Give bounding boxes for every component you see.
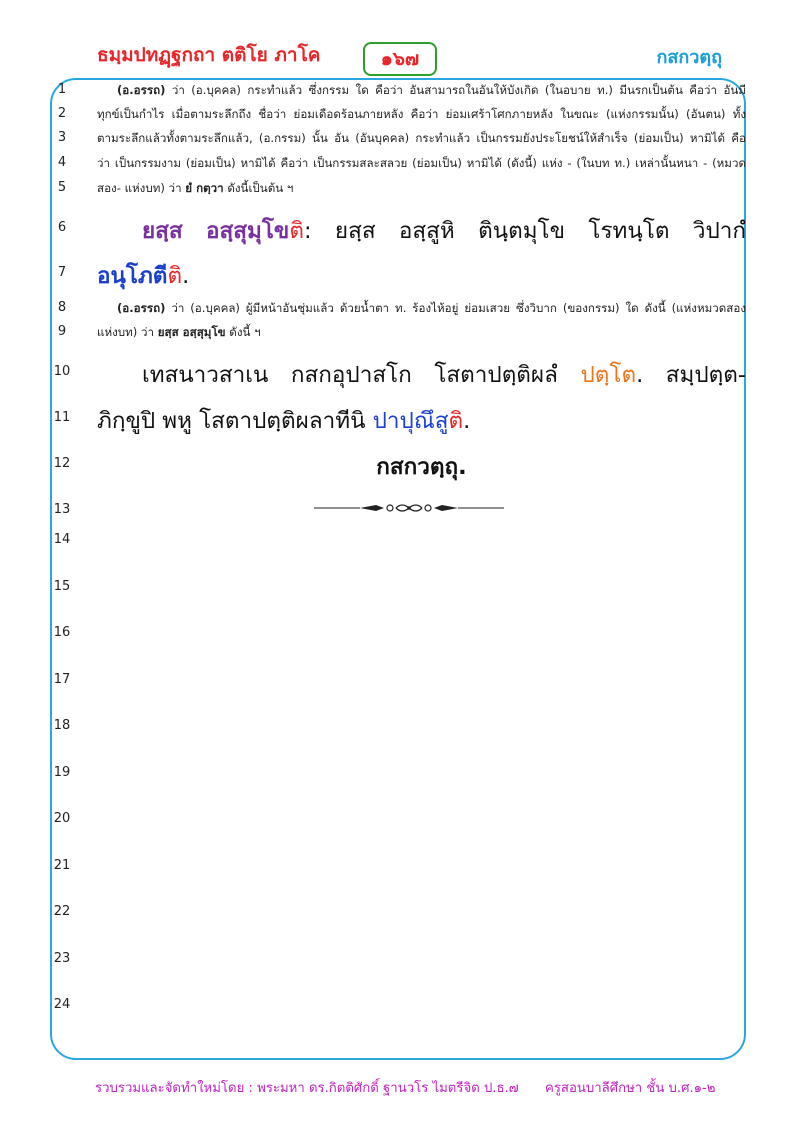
pali-text: เทสนาวสาเน กสกอุปาสโก โสตาปตฺติผลํ	[142, 362, 581, 388]
punctuation: :	[303, 218, 312, 244]
text-run: ดังนี้ ฯ	[225, 325, 261, 339]
pali-line-11	[97, 402, 746, 438]
footer-credit: รวบรวมและจัดทำใหม่โดย : พระมหา ดร.กิตติศักดิ์ ฐานวโร ไมตรีจิต ป.ธ.๗	[95, 1081, 519, 1096]
pali-highlight: ปตฺโต	[580, 362, 637, 388]
pali-keyword: ยสฺส	[142, 218, 183, 244]
text-run: แห่งบท) ว่า	[97, 325, 158, 339]
text-line-4: ว่า เป็นกรรมงาม (ย่อมเป็น) หามิได้ คือว่า เป็นกรรมสละสลวย (ย่อมเป็น) หามิได้ (ดังนี้) แห่ง - (ในบท ท.) เหล่านั้นหนา - (หมวด	[97, 156, 746, 170]
text-line-5	[97, 180, 746, 198]
pali-text: ยสฺส อสฺสูหิ ตินฺตมุโข โรทนฺโต วิปากํ	[311, 218, 746, 244]
pali-particle: ติ	[167, 263, 183, 289]
pali-keyword: อสฺสุมุโข	[206, 218, 290, 244]
line-number: 17	[53, 672, 71, 687]
line-number: 11	[53, 410, 71, 425]
text-run: ดังนี้เป็นต้น ฯ	[223, 181, 294, 195]
text-run: สอง- แห่งบท) ว่า	[97, 181, 186, 195]
line-number: 5	[57, 180, 67, 195]
line-number: 16	[53, 625, 71, 640]
line-number: 12	[53, 456, 71, 471]
line-number: 9	[57, 324, 67, 339]
line-number: 19	[53, 765, 71, 780]
book-title: ธมฺมปทฏฺฐกถา ตติโย ภาโค	[97, 44, 321, 66]
gloss-text: ว่า (อ.บุคคล) กระทำแล้ว ซึ่งกรรม ใด คือว่า อันสามารถในอันให้บังเกิด (ในอบาย ท.) มีนรกเป็นต้น คือว่า อันมี	[165, 83, 746, 97]
text-line-3: ตามระลึกแล้วทั้งตามระลึกแล้ว, (อ.กรรม) นั้น อัน (อันบุคคล) กระทำแล้ว เป็นกรรมยังประโยชน์ให้สำเร็จ (ย่อมเป็น) หามิได้ คือ	[97, 131, 746, 145]
line-number: 10	[53, 364, 71, 379]
pali-verb: ปาปุณึสู	[372, 408, 449, 434]
line-number: 22	[53, 904, 71, 919]
punctuation: .	[182, 263, 190, 289]
footer-course: ครูสอนบาลีศึกษา ชั้น บ.ศ.๑-๒	[545, 1081, 716, 1096]
pali-term: ยํ กตฺวา	[185, 181, 224, 195]
line-number: 1	[57, 82, 67, 97]
line-number: 3	[57, 130, 67, 145]
text-line-9	[97, 324, 746, 342]
pali-verb: อนุโภตี	[97, 263, 168, 289]
line-number: 21	[53, 858, 71, 873]
text-line-1	[97, 82, 746, 100]
page-number: ๑๖๗	[363, 42, 437, 76]
line-number: 2	[57, 106, 67, 121]
line-number: 24	[53, 997, 71, 1012]
line-number: 15	[53, 579, 71, 594]
pali-line-7	[97, 257, 746, 293]
line-number: 6	[57, 220, 67, 235]
gloss-text: ว่า (อ.บุคคล) ผู้มีหน้าอันชุ่มแล้ว ด้วยน้ำตา ท. ร้องไห้อยู่ ย่อมเสวย ซึ่งวิบาก (ของกรรม) ใด ดังนี้ (แห่งหมวดสอง	[165, 301, 746, 315]
text-line-8	[97, 300, 746, 318]
story-title: กสกวตฺถุ	[656, 47, 722, 68]
line-number: 18	[53, 718, 71, 733]
pali-text: ภิกฺขูปิ พหู โสตาปตฺติผลาทีนิ	[97, 408, 373, 434]
gloss-label: (อ.อรรถ)	[117, 301, 166, 315]
pali-particle: ติ	[448, 408, 464, 434]
pali-particle: ติ	[289, 218, 304, 244]
line-number: 7	[57, 265, 67, 280]
divider-flourish-icon	[314, 500, 504, 516]
pali-text: . สมฺปตฺต-	[636, 362, 746, 388]
pali-term: ยสฺส อสฺสุมุโข	[157, 325, 226, 339]
gloss-label: (อ.อรรถ)	[117, 83, 166, 97]
line-number: 23	[53, 951, 71, 966]
line-number: 4	[57, 155, 67, 170]
line-number: 20	[53, 811, 71, 826]
line-number: 14	[53, 532, 71, 547]
story-end-title: กสกวตฺถุ.	[376, 454, 467, 480]
pali-line-6	[97, 212, 746, 248]
pali-line-10	[97, 356, 746, 392]
punctuation: .	[463, 408, 471, 434]
text-line-2: ทุกข์เป็นกำไร เมื่อตามระลึกถึง ชื่อว่า ย่อมเดือดร้อนภายหลัง คือว่า ย่อมเศร้าโศกภายหลัง ในขณะ (แห่งกรรมนั้น) (อันตน) ทั้ง	[97, 107, 746, 121]
line-number: 13	[53, 502, 71, 517]
line-number: 8	[57, 300, 67, 315]
